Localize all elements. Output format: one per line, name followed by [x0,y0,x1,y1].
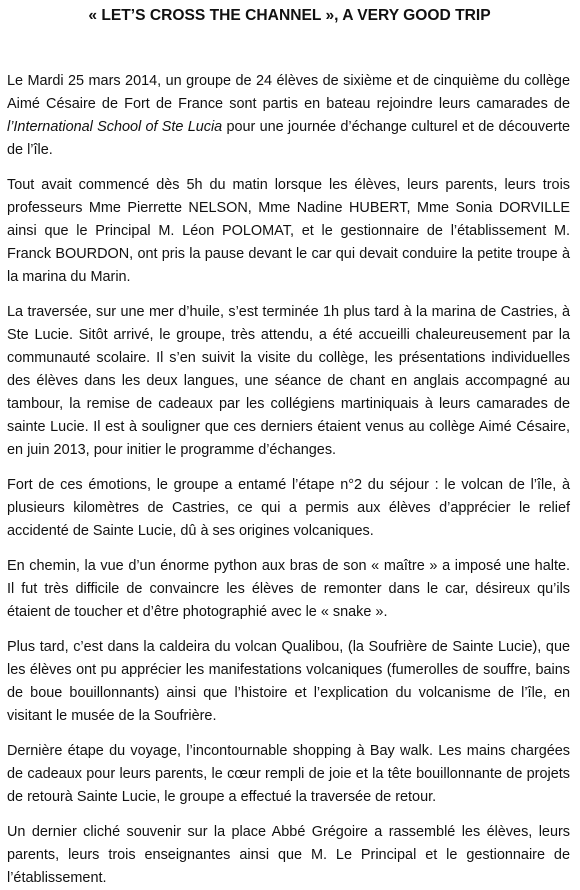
paragraph-5: En chemin, la vue d’un énorme python aux bras de son « maître » a imposé une halte. Il fut très difficile de convaincre les élèves de remonter dans le car, désireux qu’ils étaient de toucher et d’être photographié avec le « snake ». [7,558,570,620]
school-name-emphasis: l’International School of Ste Lucia [7,119,223,135]
paragraph-3: La traversée, sur une mer d’huile, s’est terminée 1h plus tard à la marina de Castries, à Ste Lucie. Sitôt arrivé, le groupe, très attendu, a été accueilli chaleureusement par la communauté scolaire. Il s’en suivit la visite du collège, les présentations individuelles des élèves dans les deux langues, une séance de chant en anglais accompagné au tambour, la remise de cadeaux par les collégiens martiniquais à leurs camarades de sainte Lucie. Il est à souligner que ces derniers étaient venus au collège Aimé Césaire, en juin 2013, pour initier le programme d’échanges. [7,304,570,458]
paragraph-8: Un dernier cliché souvenir sur la place Abbé Grégoire a rassemblé les élèves, leurs parents, leurs trois enseignantes ainsi que M. Le Principal et le gestionnaire de l’établissement. [7,824,570,886]
paragraph-4: Fort de ces émotions, le groupe a entamé l’étape n°2 du séjour : le volcan de l’île, à plusieurs kilomètres de Castries, ce qui a permis aux élèves d’apprécier le relief accidenté de Sainte Lucie, dû à ses origines volcaniques. [7,477,570,539]
document-body [7,70,570,890]
paragraph-1-text-end: pour une journée d’échange culturel et de découverte de l’île. [7,119,570,158]
paragraph-7: Dernière étape du voyage, l’incontournable shopping à Bay walk. Les mains chargées de cadeaux pour leurs parents, le cœur rempli de joie et la tête bouillonnante de projets de retourà Sainte Lucie, le groupe a effectué la traversée de retour. [7,743,570,805]
paragraph-1-text: Le Mardi 25 mars 2014, un groupe de 24 élèves de sixième et de cinquième du collège Aimé Césaire de Fort de France sont partis en bateau rejoindre leurs camarades de [7,73,570,112]
paragraph-1 [7,70,570,162]
paragraph-2: Tout avait commencé dès 5h du matin lorsque les élèves, leurs parents, leurs trois professeurs Mme Pierrette NELSON, Mme Nadine HUBERT, Mme Sonia DORVILLE ainsi que le Principal M. Léon POLOMAT, et le gestionnaire de l’établissement M. Franck BOURDON, ont pris la pause devant le car qui devait conduire la petite troupe à la marina du Marin. [7,177,570,285]
paragraph-6: Plus tard, c’est dans la caldeira du volcan Qualibou, (la Soufrière de Sainte Lucie), que les élèves ont pu apprécier les manifestations volcaniques (fumerolles de souffre, bains de boue bouillonnants) ainsi que l’histoire et l’explication du volcanisme de l’île, en visitant le musée de la Soufrière. [7,639,570,724]
document-title: « LET’S CROSS THE CHANNEL », A VERY GOOD TRIP [88,7,491,24]
